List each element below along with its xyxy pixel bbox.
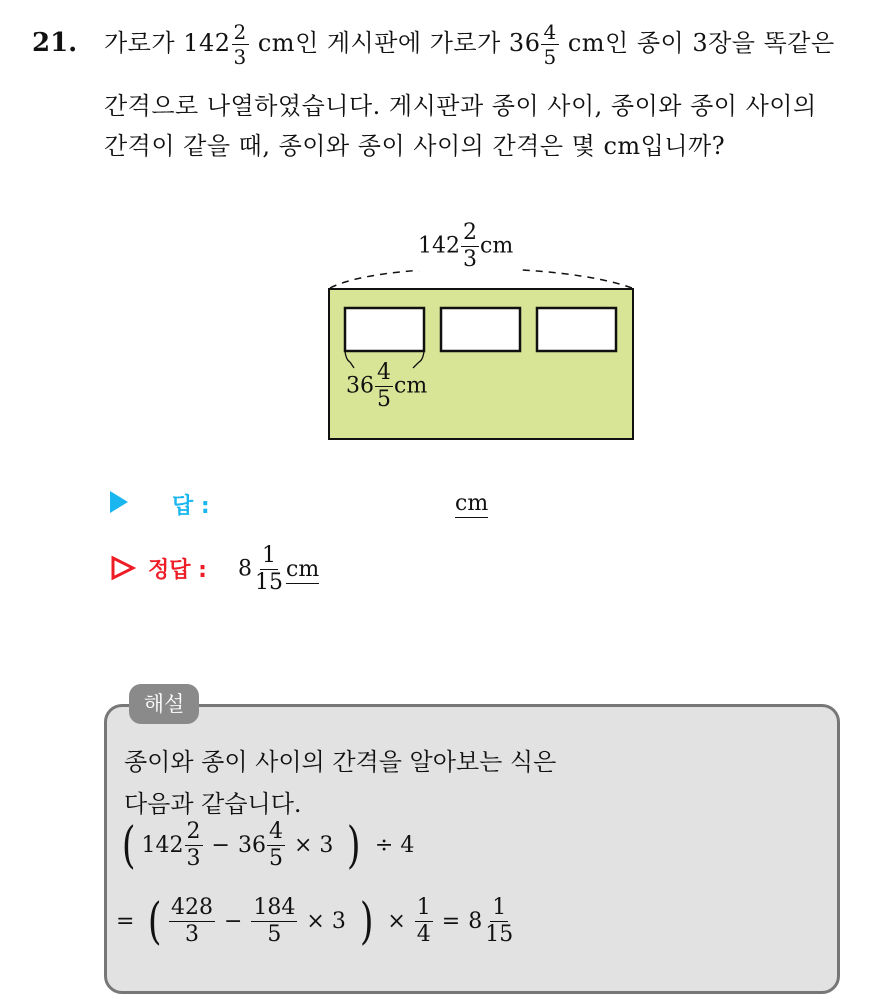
whole-part: 142 xyxy=(141,832,184,858)
numerator: 2 xyxy=(233,20,247,44)
fraction xyxy=(483,894,515,947)
open-paren: ( xyxy=(148,892,163,950)
denominator: 15 xyxy=(485,921,514,947)
unit: cm xyxy=(394,373,428,399)
fraction xyxy=(169,894,215,947)
whole-part: 36 xyxy=(237,832,266,858)
fraction xyxy=(415,894,433,947)
whole-part: 36 xyxy=(346,373,374,399)
open-paren: ( xyxy=(121,816,136,874)
fraction xyxy=(185,818,203,871)
board-width-label xyxy=(414,222,517,271)
question-line-2: 간격으로 나열하였습니다. 게시판과 종이 사이, 종이와 종이 사이의 xyxy=(104,92,817,120)
numerator: 1 xyxy=(492,894,507,920)
denominator: 5 xyxy=(543,45,557,69)
close-paren: ) xyxy=(347,816,361,874)
correct-answer-row xyxy=(110,545,530,605)
fraction xyxy=(253,545,285,594)
numerator: 428 xyxy=(170,894,213,920)
whole-part: 8 xyxy=(238,556,252,582)
numerator: 4 xyxy=(543,20,557,44)
question-line-3: 간격이 같을 때, 종이와 종이 사이의 간격은 몇 cm입니까? xyxy=(104,132,726,160)
times-sign: × xyxy=(387,908,406,934)
correct-answer-arrow-icon xyxy=(110,555,136,581)
paper-sheet-2 xyxy=(441,308,520,351)
denominator: 3 xyxy=(184,921,199,947)
denominator: 4 xyxy=(416,921,431,947)
question-text: 가로가 xyxy=(104,29,184,57)
fraction xyxy=(267,818,285,871)
numerator: 1 xyxy=(416,894,431,920)
answer-label: 답 : xyxy=(172,494,210,519)
close-paren: ) xyxy=(359,892,374,950)
correct-answer-label: 정답 : xyxy=(148,558,207,583)
unit: cm xyxy=(286,556,320,582)
board-width-dimension-arc xyxy=(330,269,632,289)
fraction xyxy=(251,894,297,947)
denominator: 3 xyxy=(233,45,247,69)
denominator: 5 xyxy=(267,921,282,947)
answer-unit: cm xyxy=(455,491,489,516)
times-term: × 3 xyxy=(293,832,334,858)
numerator: 4 xyxy=(377,360,391,385)
answer-row xyxy=(110,487,530,527)
paper-sheet-1 xyxy=(345,308,424,351)
whole-part: 142 xyxy=(183,29,231,57)
minus-sign: − xyxy=(211,832,230,858)
solution-line-2: 다음과 같습니다. xyxy=(124,790,302,818)
numerator: 2 xyxy=(463,220,477,245)
solution-equation-1 xyxy=(116,816,422,874)
numerator: 2 xyxy=(186,818,201,844)
whole-part: 36 xyxy=(508,29,541,57)
question-text: cm인 게시판에 가로가 xyxy=(249,29,509,57)
paper-sheet-3 xyxy=(537,308,616,351)
denominator: 3 xyxy=(463,247,477,272)
fraction xyxy=(461,222,479,271)
denominator: 3 xyxy=(186,845,201,871)
numerator: 1 xyxy=(262,543,276,568)
divide-term: ÷ 4 xyxy=(374,832,415,858)
fraction xyxy=(375,362,393,411)
whole-part: 8 xyxy=(468,908,483,934)
solution-line-1: 종이와 종이 사이의 간격을 알아보는 식은 xyxy=(124,748,557,776)
minus-sign: − xyxy=(223,908,243,934)
equals-sign: = xyxy=(441,908,461,934)
whole-part: 142 xyxy=(418,233,460,259)
question-number: 21. xyxy=(32,28,78,58)
solution-tag: 해설 xyxy=(129,684,199,724)
paper-width-label xyxy=(346,362,427,411)
solution-equation-2 xyxy=(116,892,516,950)
denominator: 5 xyxy=(268,845,283,871)
equals-sign: = xyxy=(116,908,135,934)
unit: cm xyxy=(480,233,514,259)
numerator: 184 xyxy=(253,894,296,920)
numerator: 4 xyxy=(268,818,283,844)
correct-answer-value xyxy=(238,545,319,594)
times-term: × 3 xyxy=(306,908,346,934)
question-text: cm인 종이 3장을 똑같은 xyxy=(559,29,835,57)
denominator: 5 xyxy=(377,387,391,412)
denominator: 15 xyxy=(255,570,283,595)
answer-arrow-icon xyxy=(110,491,128,513)
